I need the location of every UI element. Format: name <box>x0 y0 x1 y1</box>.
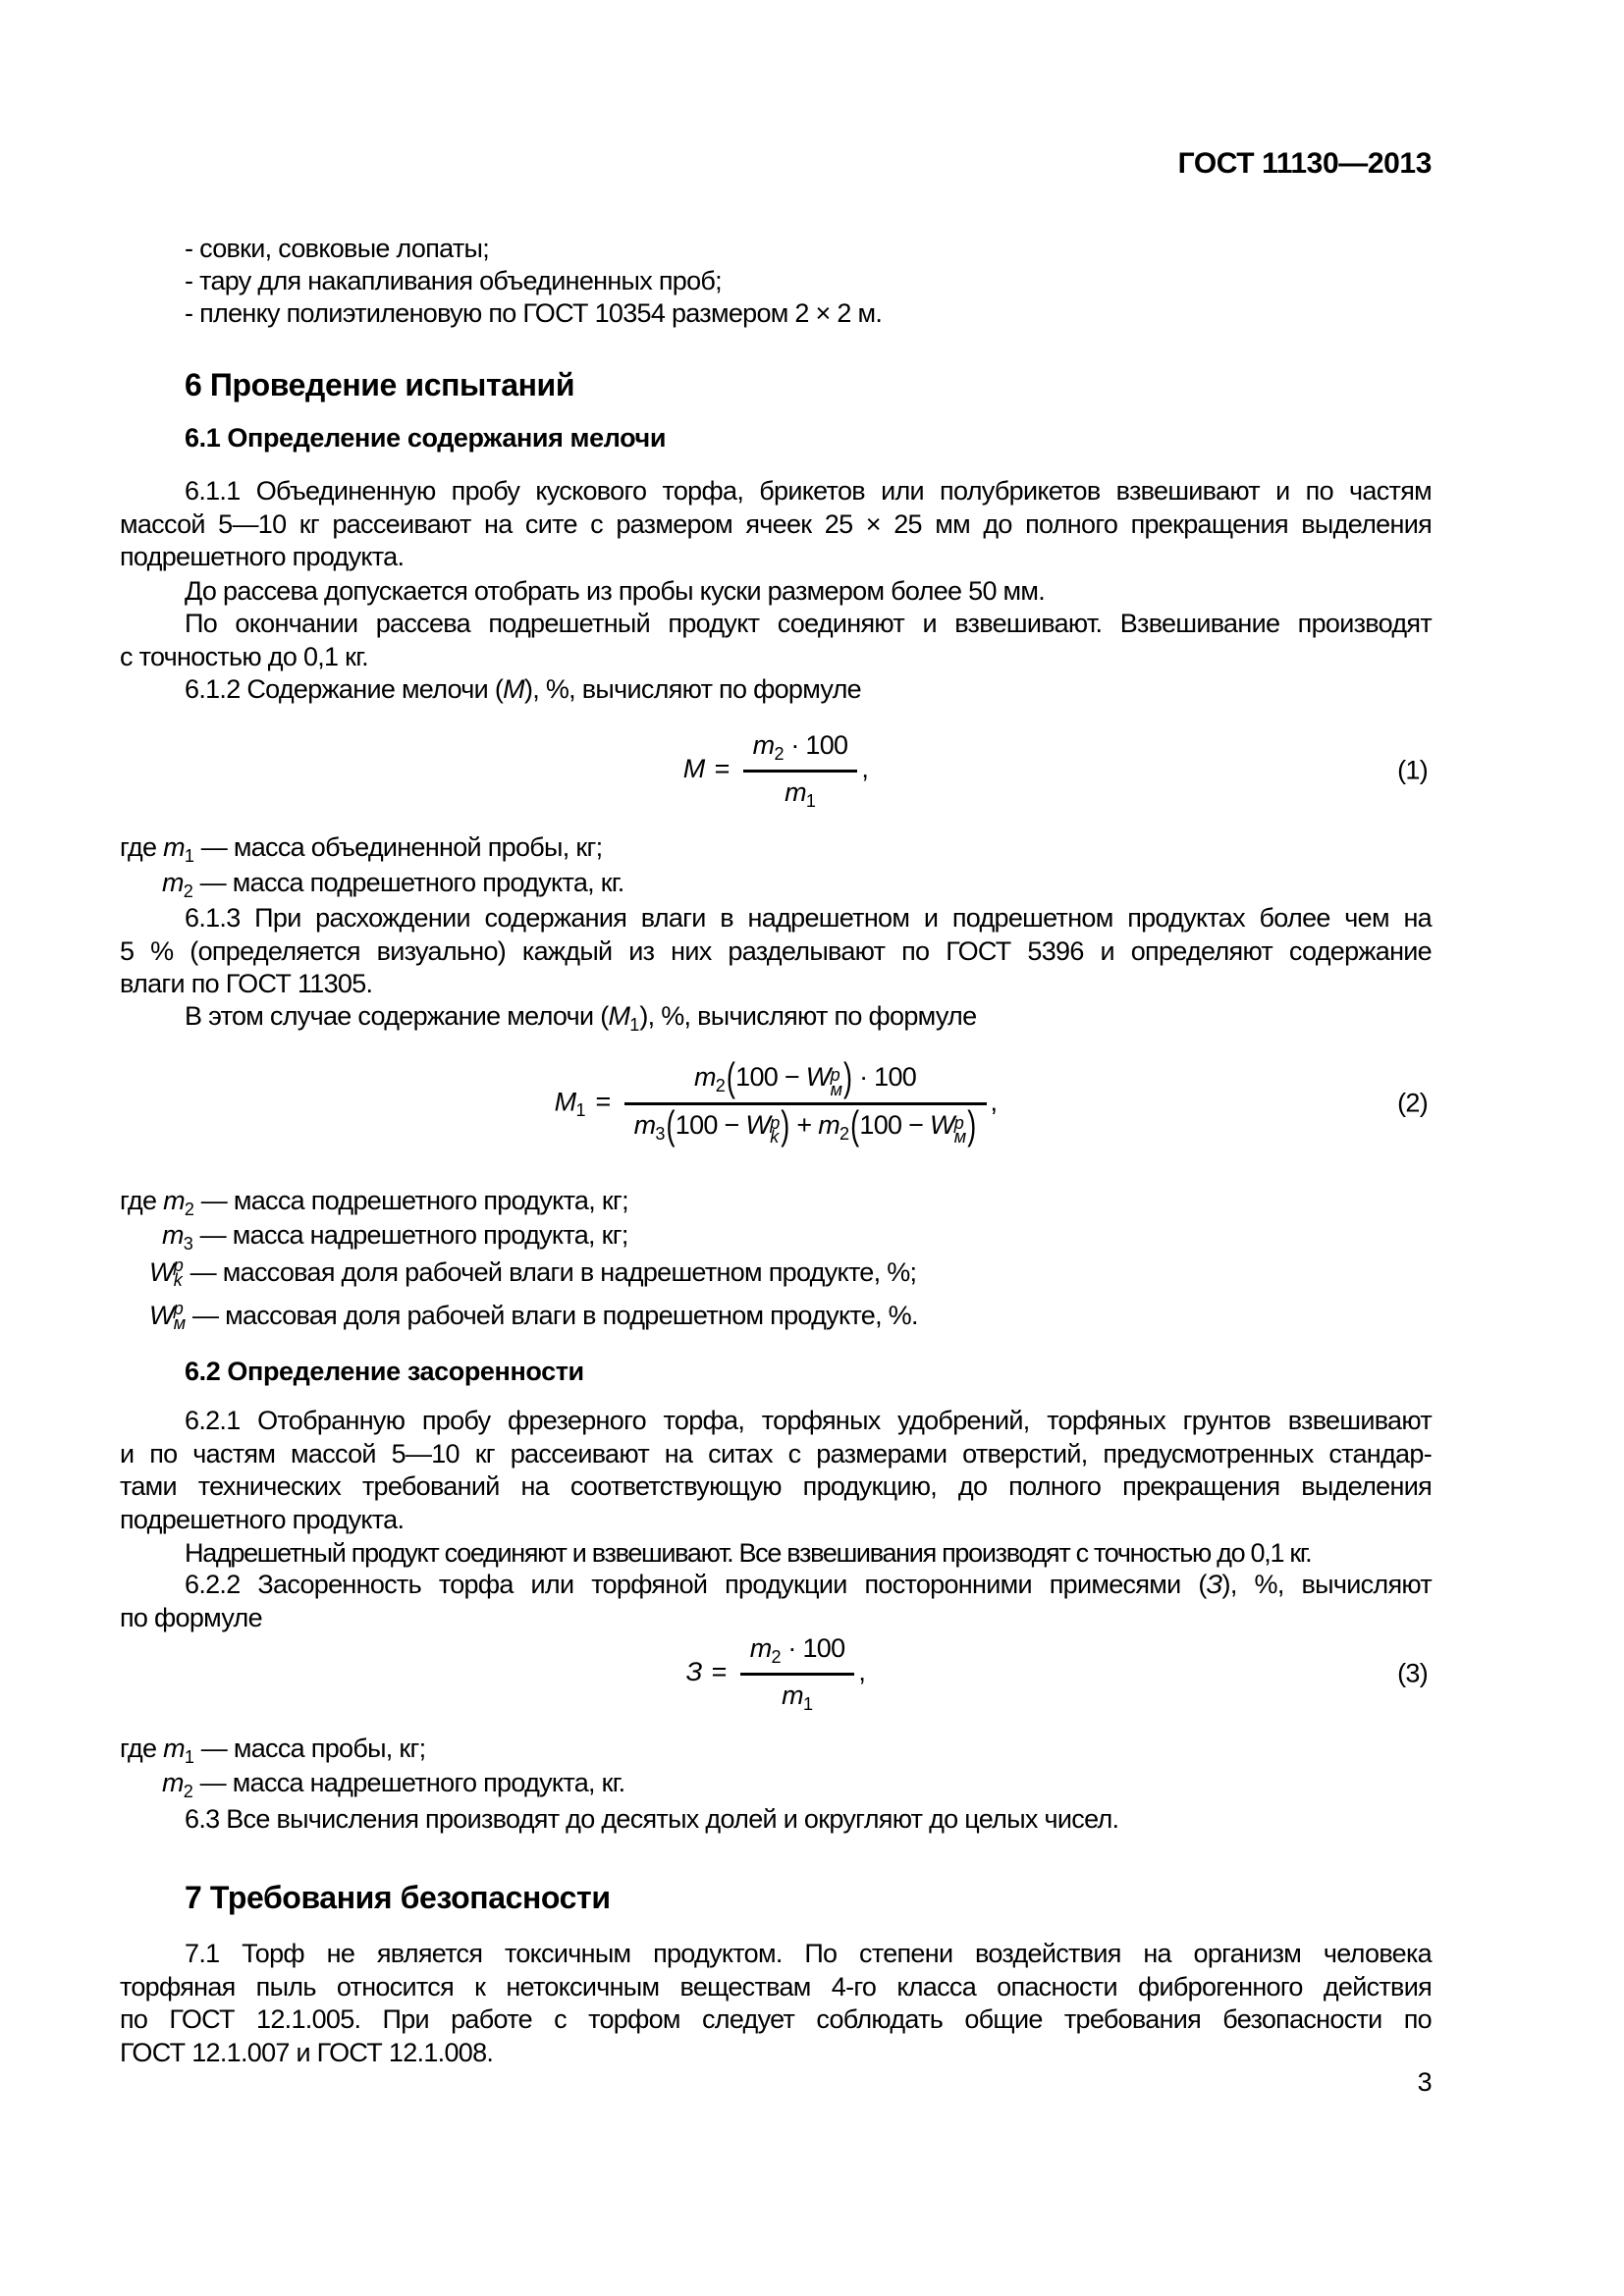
formula-lhs: З <box>685 1657 702 1687</box>
paren: ) <box>842 1055 852 1100</box>
formula-lhs: M <box>682 754 705 784</box>
text-run: где <box>120 1734 164 1763</box>
text-run: · 100 <box>784 729 848 760</box>
paragraph-line <box>120 1569 1432 1602</box>
fraction <box>743 730 858 811</box>
subscript: 1 <box>802 1693 813 1714</box>
variable-W: W <box>149 1257 174 1288</box>
page-number: 3 <box>1417 2067 1432 2097</box>
text-run: ), %, вычисляют по формуле <box>639 1001 977 1031</box>
section-7-heading: 7 Требования безопасности <box>185 1880 611 1915</box>
sup-sub-stack <box>173 1299 187 1333</box>
fraction-denominator <box>624 1102 987 1146</box>
subscript: 1 <box>184 1746 194 1767</box>
variable-m: m <box>752 729 775 760</box>
equals-sign: = <box>714 754 730 784</box>
subscript: 2 <box>715 1075 726 1095</box>
text-run: — масса объединенной пробы, кг; <box>193 832 603 862</box>
variable-m: m <box>162 868 184 897</box>
sup-sub-stack <box>953 1112 967 1148</box>
text-run: , <box>861 754 869 784</box>
text-run: — массовая доля рабочей влаги в подрешетном продукте, %. <box>186 1301 918 1331</box>
formula-3 <box>120 1625 1432 1723</box>
text-run: · 100 <box>852 1061 917 1092</box>
subscript: 2 <box>771 1646 782 1667</box>
fraction-denominator <box>743 770 858 812</box>
subsection-6-2-heading: 6.2 Определение засоренности <box>185 1357 584 1386</box>
paren: ) <box>781 1103 789 1148</box>
paragraph-line: 6.2.1 Отобранную пробу фрезерного торфа, торфяных удобрений, торфяных грунтов взвешивают <box>185 1406 1432 1435</box>
variable-m: m <box>163 1186 185 1215</box>
variable-Z: З <box>1206 1570 1222 1599</box>
variable-m: m <box>163 1734 185 1763</box>
fraction-numerator <box>740 1633 855 1673</box>
paragraph-6-1-3 <box>120 902 1432 1001</box>
subscript: 1 <box>575 1099 586 1120</box>
definition-line <box>120 1251 1461 1296</box>
superscript: p <box>173 1255 184 1276</box>
paragraph-line: массой 5—10 кг рассеивают на сите с размером ячеек 25 × 25 мм до полного прекращения выделения <box>120 508 1432 539</box>
subscript: 1 <box>629 1014 640 1035</box>
paragraph-line: ГОСТ 12.1.007 и ГОСТ 12.1.008. <box>120 2037 494 2067</box>
subscript: 1 <box>805 790 816 811</box>
paragraph-6-1-1 <box>120 475 1432 574</box>
variable-m: m <box>818 1109 840 1140</box>
paren: ( <box>666 1103 675 1148</box>
sup-sub-stack <box>173 1255 184 1290</box>
paren: ( <box>726 1055 735 1100</box>
text-run: где <box>120 1186 164 1215</box>
text-run: , <box>990 1087 998 1117</box>
text-run: 6.1.2 Содержание мелочи ( <box>185 674 504 704</box>
superscript: p <box>173 1299 184 1319</box>
variable-m: m <box>163 832 185 862</box>
variable-W: W <box>149 1301 174 1331</box>
fraction-denominator <box>740 1673 855 1715</box>
text-run: — масса подрешетного продукта, кг. <box>192 868 624 897</box>
paragraph-line: подрешетного продукта. <box>120 542 405 571</box>
subscript: 2 <box>184 1199 194 1219</box>
variable-m: m <box>162 1220 184 1250</box>
subsection-6-1-heading: 6.1 Определение содержания мелочи <box>185 423 667 453</box>
subscript: 2 <box>183 1781 193 1801</box>
paragraph-line: влаги по ГОСТ 11305. <box>120 969 373 998</box>
subscript: 3 <box>183 1233 193 1254</box>
fraction <box>624 1055 987 1148</box>
text-run: 100 − <box>735 1061 806 1092</box>
paragraph-weighing <box>120 608 1432 673</box>
variable-W: W <box>930 1109 954 1140</box>
subscript: м <box>173 1313 187 1333</box>
list-item: - совки, совковые лопаты; <box>185 234 490 263</box>
variable-m: m <box>162 1768 184 1797</box>
subscript: м <box>830 1079 842 1099</box>
paragraph-line: тами технических требований на соответствующую продукцию, до полного прекращения выделения <box>120 1471 1432 1501</box>
paragraph-7-1 <box>120 1938 1432 2069</box>
formula-1 <box>120 721 1432 820</box>
text-run: — масса пробы, кг; <box>193 1734 426 1763</box>
list-item: - тару для накапливания объединенных проб; <box>185 266 722 295</box>
superscript: p <box>770 1112 781 1133</box>
text-run: где <box>120 832 164 862</box>
superscript: p <box>953 1112 964 1133</box>
paren: ( <box>850 1103 859 1148</box>
variable-M: М <box>608 1001 630 1031</box>
list-item: - пленку полиэтиленовую по ГОСТ 10354 размером 2 × 2 м. <box>185 298 883 328</box>
equals-sign: = <box>711 1657 727 1687</box>
section-6-heading: 6 Проведение испытаний <box>185 367 575 402</box>
paragraph-6-1-2 <box>120 673 1432 707</box>
subscript: 3 <box>655 1123 666 1144</box>
text-run: — масса подрешетного продукта, кг; <box>193 1186 628 1215</box>
intro-list <box>120 233 1432 330</box>
subscript: 2 <box>839 1123 850 1144</box>
paragraph-line: 6.1.1 Объединенную пробу кускового торфа, брикетов или полубрикетов взвешивают и по частям <box>185 476 1432 506</box>
equals-sign: = <box>595 1087 611 1117</box>
text-run: — масса надрешетного продукта, кг; <box>192 1220 628 1250</box>
doc-code: ГОСТ 11130—2013 <box>1177 147 1432 180</box>
formula-3-number: (3) <box>1397 1658 1428 1688</box>
formula-lhs: M <box>554 1087 576 1117</box>
formula-1-expression <box>683 730 868 811</box>
fraction-numerator <box>624 1055 987 1102</box>
paragraph-before-sieving: До рассева допускается отобрать из пробы куски размером более 50 мм. <box>185 576 1046 606</box>
variable-m: m <box>633 1109 656 1140</box>
subscript: k <box>173 1270 183 1290</box>
subscript: 2 <box>183 881 193 901</box>
text-run: 6.2.2 Засоренность торфа или торфяной продукции посторонними примесями ( <box>185 1570 1207 1599</box>
variable-m: m <box>693 1061 716 1092</box>
paragraph-line: подрешетного продукта. <box>120 1504 405 1534</box>
formula-3-expression <box>686 1633 865 1714</box>
paragraph-line: по формуле <box>120 1602 262 1632</box>
formula-1-number: (1) <box>1397 755 1428 785</box>
variable-W: W <box>745 1109 771 1140</box>
definition-line <box>120 1294 1461 1339</box>
variable-M: М <box>503 674 524 704</box>
formula-2-number: (2) <box>1397 1088 1428 1118</box>
formula-2-expression <box>554 1055 998 1148</box>
superscript: p <box>830 1064 840 1085</box>
text-run: ), %, вычисляют <box>1221 1570 1432 1599</box>
text-run: , <box>858 1657 866 1687</box>
paragraph-line: с точностью до 0,1 кг. <box>120 641 368 671</box>
subscript: м <box>953 1127 967 1148</box>
paren: ) <box>967 1103 976 1148</box>
text-run: — масса надрешетного продукта, кг. <box>192 1768 625 1797</box>
plus-sign: + <box>789 1109 819 1140</box>
text-run: 100 − <box>675 1109 746 1140</box>
subscript: 2 <box>774 743 785 764</box>
variable-W: W <box>805 1061 831 1092</box>
paragraph-line: торфяная пыль относится к нетоксичным веществам 4-го класса опасности фиброгенного действия <box>120 1971 1432 2002</box>
text-run: · 100 <box>781 1632 845 1663</box>
paragraph-6-3: 6.3 Все вычисления производят до десятых долей и округляют до целых чисел. <box>185 1804 1119 1834</box>
paragraph-line: 7.1 Торф не является токсичным продуктом. По степени воздействия на организм человека <box>185 1939 1432 1968</box>
paragraph-in-this-case <box>120 1000 1432 1041</box>
sup-sub-stack <box>770 1112 781 1148</box>
page-header <box>120 147 1432 181</box>
text-run: ), %, вычисляют по формуле <box>523 674 861 704</box>
formula-2 <box>120 1048 1432 1158</box>
text-run: 100 − <box>859 1109 930 1140</box>
text-run: В этом случае содержание мелочи ( <box>185 1001 609 1031</box>
subscript: 1 <box>184 845 194 866</box>
fraction <box>740 1633 855 1714</box>
text-run: — массовая доля рабочей влаги в надрешетном продукте, %; <box>183 1257 917 1288</box>
paragraph-oversize-product: Надрешетный продукт соединяют и взвешивают. Все взвешивания производят с точностью до 0,1 кг. <box>185 1538 1312 1568</box>
paragraph-line: 6.1.3 При расхождении содержания влаги в надрешетном и подрешетном продуктах более чем на <box>185 903 1432 933</box>
variable-m: m <box>782 1680 803 1710</box>
paragraph-line: По окончании рассева подрешетный продукт соединяют и взвешивают. Взвешивание производят <box>185 609 1432 638</box>
fraction-numerator <box>743 730 858 770</box>
variable-m: m <box>785 776 806 807</box>
paragraph-6-2-1 <box>120 1405 1432 1536</box>
subscript: k <box>770 1127 780 1148</box>
paragraph-line: и по частям массой 5—10 кг рассеивают на ситах с размерами отверстий, предусмотренных стандар- <box>120 1438 1432 1468</box>
variable-m: m <box>749 1632 772 1663</box>
paragraph-line: по ГОСТ 12.1.005. При работе с торфом следует соблюдать общие требования безопасности по <box>120 2004 1432 2034</box>
sup-sub-stack <box>830 1064 842 1099</box>
paragraph-line: 5 % (определяется визуально) каждый из них разделывают по ГОСТ 5396 и определяют содержание <box>120 935 1432 966</box>
